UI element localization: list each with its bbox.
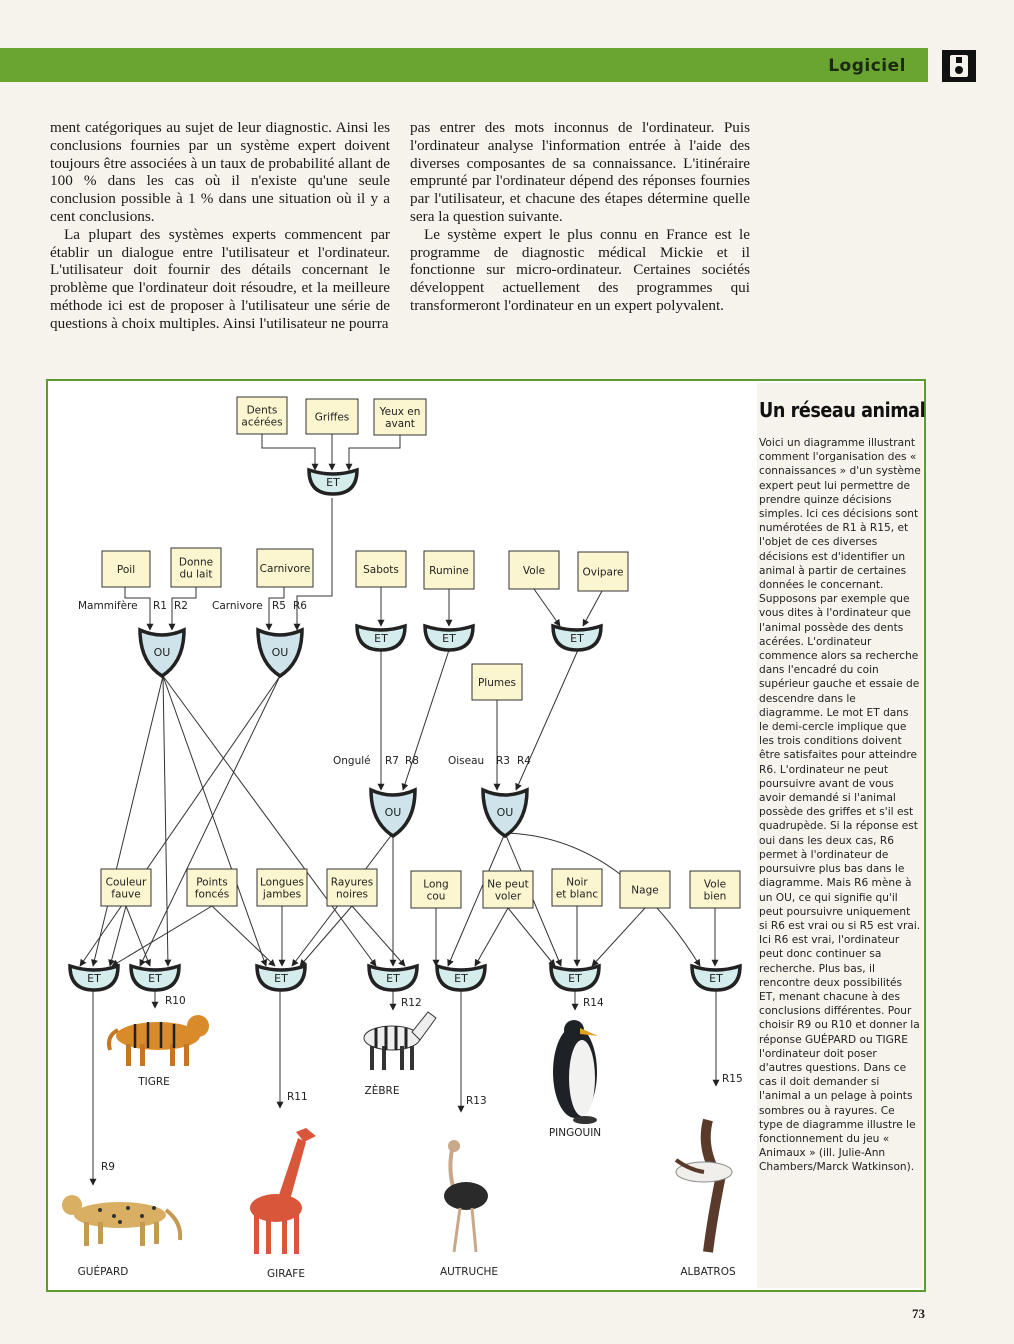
box-griffes — [306, 399, 358, 434]
or-gate-mammifere — [140, 630, 184, 676]
et-gate-r12 — [369, 966, 417, 990]
box-label: Yeux en — [379, 406, 421, 418]
box-plumes — [472, 664, 522, 700]
box-label: Nage — [631, 884, 659, 897]
label-r1: R1 — [153, 600, 167, 612]
box-volebien — [690, 871, 740, 908]
label-carnivore: Carnivore — [212, 600, 263, 612]
box-label: Points — [196, 876, 228, 889]
et-gate-r14 — [551, 966, 599, 990]
gate-label: ET — [568, 972, 582, 985]
gate-label: ET — [442, 632, 456, 645]
box-label: Vole — [703, 878, 727, 891]
box-points — [187, 869, 237, 906]
giraffe-illustration — [250, 1128, 316, 1254]
paragraph: ment catégoriques au sujet de leur diagnostic. Ainsi les conclusions fournies par un système expert doivent toujours être associées à un taux de probabilité allant de 100 % dans les cas où il n'existe qu'une seule conclusion possible à 1 % dans une situation où il y a cent conclusions. — [50, 119, 390, 225]
box-label: Griffes — [314, 411, 350, 424]
box-label: Vole — [522, 565, 546, 577]
paragraph: La plupart des systèmes experts commencent par établir un dialogue entre l'utilisateur et l'ordinateur. L'utilisateur doit fournir des détails concernant le problème que l'ordinateur doit résoudre, et la meilleure méthode ici est de proposer à l'utilisateur une série de questions à choix multiples. Ainsi l'utilisateur ne pourra — [50, 225, 390, 332]
gate-label: ET — [87, 972, 101, 985]
gate-label: OU — [496, 806, 514, 819]
gate-label: OU — [271, 646, 289, 659]
box-label: noires — [335, 888, 369, 901]
label-r5: R5 — [272, 600, 286, 612]
et-gate-r10 — [131, 966, 179, 990]
sidebar-text: Voici un diagramme illustrant comment l'organisation des « connaissances » d'un système expert peut lui permettre de prendre quinze décisions simples. Ici ces décisions sont numérotées de R1 à R15, et l'objet de ces diverses décisions est d'identifier un animal à partir de certaines données le concernant. Supposons par exemple que vous dites à l'ordinateur que l'animal possède des dents acérées. L'ordinateur commence alors sa recherche dans l'encadré du coin supérieur gauche et essaie de descendre dans le diagramme. Le mot ET dans le demi-cercle implique que les trois conditions doivent être satisfaites pour atteindre R6. L'ordinateur ne peut poursuivre avant de vous avoir demandé si l'animal possède des griffes et s'il est quadrupède. Si la réponse est oui dans les deux cas, R6 permet à l'ordinateur de poursuivre plus bas dans le diagramme. Mais R6 mène à un OU, ce qui signifie qu'il peut poursuivre uniquement si R6 est vrai ou si R5 est vrai. Ici R6 est vrai, l'ordinateur peut donc continuer sa recherche. Plus bas, il rencontre deux possibilités ET, menant chacune à des conclusions différentes. Pour choisir R9 ou R10 et donner la réponse GUÉPARD ou TIGRE l'ordinateur doit poser d'autres questions. Dans ce cas il doit demander si l'animal a un pelage à points sombres ou à rayures. Ce type de diagramme illustre le fonctionnement du jeu « Animaux » (ill. Julie-Ann Chambers/Marck Watkinson). — [759, 437, 921, 1174]
box-sabots — [356, 551, 406, 587]
animal-name-albatros: ALBATROS — [680, 1266, 736, 1278]
box-noirblanc — [552, 869, 602, 906]
box-label: Longues — [260, 876, 304, 889]
cheetah-illustration — [62, 1195, 180, 1246]
paragraph: Le système expert le plus connu en France est le programme de diagnostic médical Mickie et il fonctionne sur micro-ordinateur. Certaines sociétés développent actuellement des programmes qui transformeront l'ordinateur en un expert polyvalent. — [410, 225, 750, 314]
box-carnivore — [257, 549, 313, 587]
box-label: du lait — [179, 568, 213, 581]
label-r4: R4 — [517, 755, 531, 767]
et-gate-r15 — [692, 966, 740, 990]
animal-name-zebre: ZÈBRE — [364, 1085, 400, 1097]
gate-label: ET — [709, 972, 723, 985]
gate-label: OU — [153, 646, 171, 659]
box-jambes — [257, 869, 307, 906]
gate-label: ET — [326, 476, 340, 489]
et-gate-r11 — [257, 966, 305, 990]
box-label: et blanc — [555, 888, 599, 901]
box-label: avant — [385, 418, 415, 430]
animal-name-pingouin: PINGOUIN — [548, 1127, 602, 1139]
albatross-illustration — [676, 1120, 732, 1252]
animal-name-autruche: AUTRUCHE — [439, 1266, 499, 1278]
label-r10: R10 — [165, 995, 186, 1007]
zebra-illustration — [364, 1012, 436, 1070]
et-gate-vole — [553, 626, 601, 650]
box-label: Carnivore — [259, 563, 311, 575]
box-rayures — [327, 869, 377, 906]
gate-label: OU — [384, 806, 402, 819]
label-r9: R9 — [101, 1161, 115, 1173]
box-label: Dents — [246, 404, 278, 417]
page-number: 73 — [912, 1306, 925, 1321]
box-nage — [620, 871, 670, 908]
box-label: Donne — [178, 556, 214, 569]
box-label: Long — [423, 878, 449, 891]
penguin-illustration — [553, 1020, 598, 1124]
box-label: Plumes — [477, 677, 517, 689]
or-gate-carnivore — [258, 630, 302, 676]
gate-label: ET — [454, 972, 468, 985]
label-mammifere: Mammifère — [78, 600, 138, 612]
label-r3: R3 — [496, 755, 510, 767]
tiger-illustration — [109, 1015, 209, 1066]
box-label: foncés — [194, 888, 230, 901]
box-label: Poil — [116, 564, 136, 576]
animal-name-girafe: GIRAFE — [267, 1268, 305, 1280]
box-label: cou — [426, 890, 446, 903]
box-label: Ovipare — [582, 566, 624, 579]
et-gate-sabots — [357, 626, 405, 650]
label-r6: R6 — [293, 600, 307, 612]
gate-label: ET — [148, 972, 162, 985]
gate-label: ET — [274, 972, 288, 985]
or-gate-oiseau — [483, 790, 527, 836]
et-gate-top — [309, 470, 357, 494]
box-rumine — [424, 551, 474, 589]
sidebar-title: Un réseau animal — [759, 398, 926, 422]
box-dents — [237, 397, 287, 434]
animal-name-guepard: GUÉPARD — [77, 1266, 129, 1278]
box-label: Ne peut — [487, 878, 529, 891]
label-r11: R11 — [287, 1091, 308, 1103]
label-r13: R13 — [466, 1095, 487, 1107]
ostrich-illustration — [444, 1140, 488, 1252]
label-r15: R15 — [722, 1073, 743, 1085]
section-label: Logiciel — [828, 56, 906, 76]
label-r8: R8 — [405, 755, 419, 767]
box-label: jambes — [262, 888, 302, 901]
box-label: acérées — [241, 416, 283, 429]
box-label: bien — [703, 890, 727, 903]
et-gate-rumine — [425, 626, 473, 650]
box-label: Sabots — [363, 564, 399, 576]
box-poil — [102, 551, 150, 587]
box-label: Rayures — [330, 876, 374, 889]
box-label: voler — [494, 890, 522, 903]
animal-name-tigre: TIGRE — [138, 1076, 170, 1088]
paragraph: pas entrer des mots inconnus de l'ordinateur. Puis l'ordinateur analyse l'information entrée à l'aide des diverses composantes de sa connaissance. L'itinéraire emprunté par l'ordinateur dépend des réponses fournies par l'utilisateur, et chacune des étapes détermine quelle sera la question suivante. — [410, 119, 750, 225]
label-oiseau: Oiseau — [448, 755, 485, 767]
box-vole — [509, 551, 559, 589]
box-label: Couleur — [105, 876, 147, 889]
et-gate-r9 — [70, 966, 118, 990]
box-label: fauve — [111, 888, 141, 901]
box-lait — [171, 548, 221, 587]
gate-label: ET — [570, 632, 584, 645]
box-peutvoler — [483, 871, 533, 908]
or-gate-ongule — [371, 790, 415, 836]
label-r2: R2 — [174, 600, 188, 612]
label-ongule: Ongulé — [333, 755, 371, 767]
et-gate-r13 — [437, 966, 485, 990]
box-cou — [411, 871, 461, 908]
label-r14: R14 — [583, 997, 604, 1009]
box-fauve — [101, 869, 151, 906]
box-label: Rumine — [429, 565, 469, 577]
gate-label: ET — [374, 632, 388, 645]
box-label: Noir — [566, 876, 588, 889]
box-ovipare — [578, 552, 628, 591]
gate-label: ET — [386, 972, 400, 985]
label-r12: R12 — [401, 997, 422, 1009]
box-yeux — [374, 399, 426, 435]
label-r7: R7 — [385, 755, 399, 767]
